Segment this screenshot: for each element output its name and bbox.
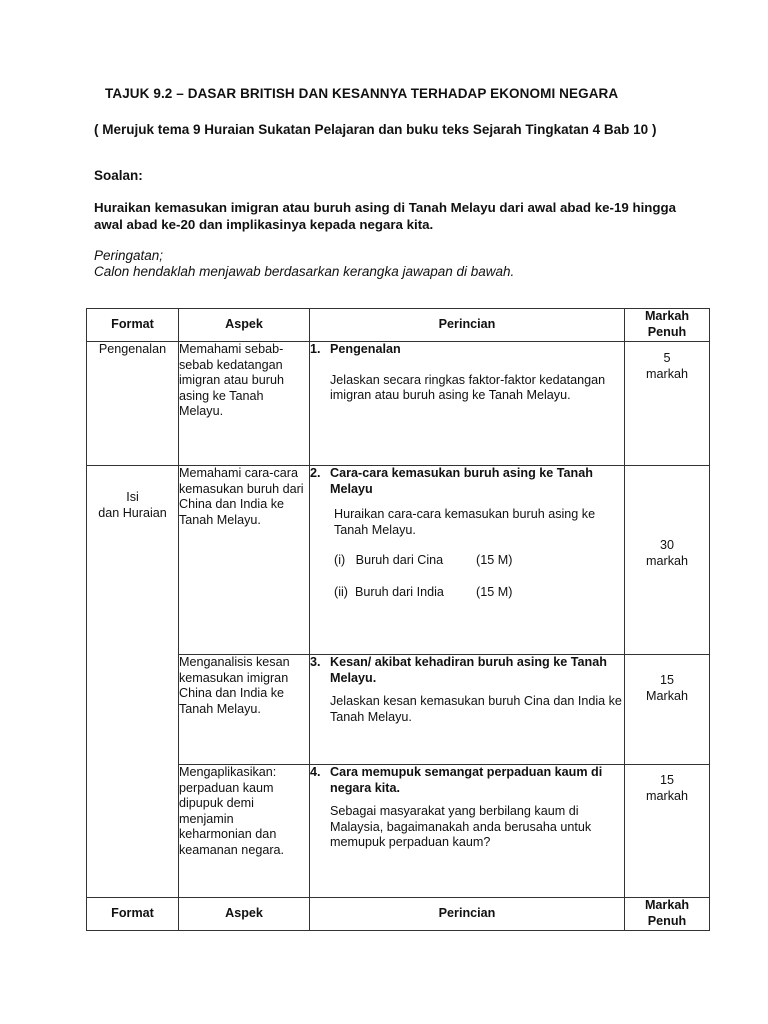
perincian-cell: 4. Cara memupuk semangat perpaduan kaum di negara kita. Sebagai masyarakat yang berbilang kaum di Malaysia, bagaimanakah anda berusaha untuk memupuk perpaduan kaum? bbox=[310, 765, 625, 898]
page-title: TAJUK 9.2 – DASAR BRITISH DAN KESANNYA TERHADAP EKONOMI NEGARA bbox=[105, 86, 619, 101]
marks-cell: 15 Markah bbox=[625, 655, 710, 765]
table-row bbox=[87, 342, 710, 466]
instruction-note bbox=[94, 248, 694, 280]
header-perincian: Perincian bbox=[310, 898, 625, 931]
header-markah: Markah Penuh bbox=[625, 309, 710, 342]
question-label: Soalan: bbox=[94, 168, 143, 183]
header-format: Format bbox=[87, 309, 179, 342]
perincian-cell: 1. Pengenalan Jelaskan secara ringkas faktor-faktor kedatangan imigran atau buruh asing ke Tanah Melayu. bbox=[310, 342, 625, 466]
perincian-cell: 2. Cara-cara kemasukan buruh asing ke Tanah Melayu Huraikan cara-cara kemasukan buruh asing ke Tanah Melayu. (i) Buruh dari Cina (15 M) (ii) Buruh dari India (15 M) bbox=[310, 466, 625, 655]
aspek-cell: Menganalisis kesan kemasukan imigran China dan India ke Tanah Melayu. bbox=[179, 655, 310, 765]
note-text: Calon hendaklah menjawab berdasarkan kerangka jawapan di bawah. bbox=[94, 264, 515, 279]
header-aspek: Aspek bbox=[179, 309, 310, 342]
reference-note: ( Merujuk tema 9 Huraian Sukatan Pelajaran dan buku teks Sejarah Tingkatan 4 Bab 10 ) bbox=[94, 122, 657, 137]
table-row bbox=[87, 765, 710, 898]
marks-cell: 15 markah bbox=[625, 765, 710, 898]
perincian-cell: 3. Kesan/ akibat kehadiran buruh asing ke Tanah Melayu. Jelaskan kesan kemasukan buruh Cina dan India ke Tanah Melayu. bbox=[310, 655, 625, 765]
table-row bbox=[87, 466, 710, 655]
header-aspek: Aspek bbox=[179, 898, 310, 931]
header-format: Format bbox=[87, 898, 179, 931]
header-markah: Markah Penuh bbox=[625, 898, 710, 931]
sub-item: (ii) Buruh dari India (15 M) bbox=[334, 584, 513, 599]
format-cell: Pengenalan bbox=[87, 342, 179, 466]
aspek-cell: Memahami cara-cara kemasukan buruh dari China dan India ke Tanah Melayu. bbox=[179, 466, 310, 655]
aspek-cell: Memahami sebab-sebab kedatangan imigran atau buruh asing ke Tanah Melayu. bbox=[179, 342, 310, 466]
question-text: Huraikan kemasukan imigran atau buruh asing di Tanah Melayu dari awal abad ke-19 hingga awal abad ke-20 dan implikasinya kepada negara kita. bbox=[94, 200, 677, 232]
sub-item: (i) Buruh dari Cina (15 M) bbox=[334, 553, 513, 568]
marks-cell: 30 markah bbox=[625, 466, 710, 655]
note-heading: Peringatan; bbox=[94, 248, 164, 263]
answer-framework-table bbox=[86, 308, 710, 931]
table-row bbox=[87, 655, 710, 765]
marks-cell: 5 markah bbox=[625, 342, 710, 466]
table-footer-header-row bbox=[87, 898, 710, 931]
aspek-cell: Mengaplikasikan: perpaduan kaum dipupuk demi menjamin keharmonian dan keamanan negara. bbox=[179, 765, 310, 898]
table-header-row bbox=[87, 309, 710, 342]
format-cell: Isi dan Huraian bbox=[87, 466, 179, 898]
header-perincian: Perincian bbox=[310, 309, 625, 342]
